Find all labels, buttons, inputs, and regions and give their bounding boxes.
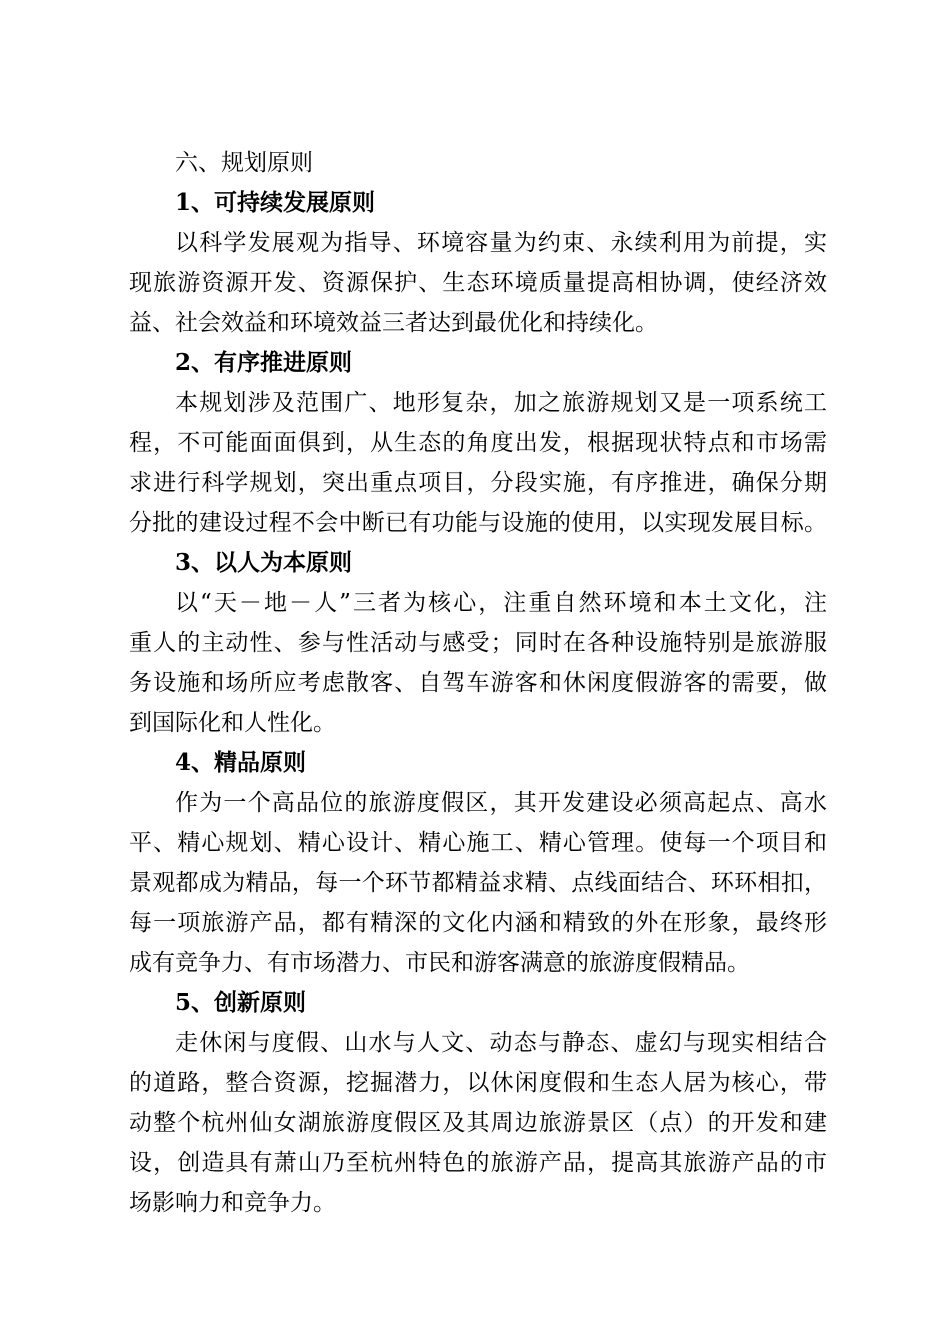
principle-5-line-3: 动整个杭州仙女湖旅游度假区及其周边旅游景区（点）的开发和建 <box>129 1110 827 1136</box>
principle-5-title: 5、创新原则 <box>175 989 307 1016</box>
principle-1-line-3: 益、社会效益和环境效益三者达到最优化和持续化。 <box>129 310 658 336</box>
principle-1-line-2: 现旅游资源开发、资源保护、生态环境质量提高相协调，使经济效 <box>129 270 827 296</box>
principle-4-line-3: 景观都成为精品，每一个环节都精益求精、点线面结合、环环相扣， <box>129 870 827 896</box>
principle-2-title: 2、有序推进原则 <box>175 349 353 376</box>
principle-5-line-4: 设，创造具有萧山乃至杭州特色的旅游产品，提高其旅游产品的市 <box>129 1150 827 1176</box>
principle-5-line-5: 场影响力和竞争力。 <box>129 1190 336 1216</box>
principle-2-line-1: 本规划涉及范围广、地形复杂，加之旅游规划又是一项系统工 <box>175 390 827 416</box>
principle-4-line-5: 成有竞争力、有市场潜力、市民和游客满意的旅游度假精品。 <box>129 950 750 976</box>
principle-4-title: 4、精品原则 <box>175 749 307 776</box>
principle-3-line-2: 重人的主动性、参与性活动与感受；同时在各种设施特别是旅游服 <box>129 630 827 656</box>
principle-3-line-1: 以“天－地－人”三者为核心，注重自然环境和本土文化，注 <box>175 590 827 616</box>
principle-3-line-4: 到国际化和人性化。 <box>129 710 336 736</box>
principle-1-line-1: 以科学发展观为指导、环境容量为约束、永续利用为前提，实 <box>175 230 827 256</box>
section-title: 六、规划原则 <box>175 150 313 176</box>
principle-4-line-4: 每一项旅游产品，都有精深的文化内涵和精致的外在形象，最终形 <box>129 910 827 936</box>
principle-5-line-2: 的道路，整合资源，挖掘潜力，以休闲度假和生态人居为核心，带 <box>129 1070 827 1096</box>
principle-2-line-2: 程，不可能面面俱到，从生态的角度出发，根据现状特点和市场需 <box>129 430 827 456</box>
principle-1-title: 1、可持续发展原则 <box>175 189 376 216</box>
principle-3-title: 3、以人为本原则 <box>175 549 353 576</box>
principle-3-line-3: 务设施和场所应考虑散客、自驾车游客和休闲度假游客的需要，做 <box>129 670 827 696</box>
principle-2-line-4: 分批的建设过程不会中断已有功能与设施的使用，以实现发展目标。 <box>129 510 827 536</box>
principle-4-line-2: 平、精心规划、精心设计、精心施工、精心管理。使每一个项目和 <box>129 830 827 856</box>
principle-4-line-1: 作为一个高品位的旅游度假区，其开发建设必须高起点、高水 <box>175 790 827 816</box>
principle-2-line-3: 求进行科学规划，突出重点项目，分段实施，有序推进，确保分期 <box>129 470 827 496</box>
principle-5-line-1: 走休闲与度假、山水与人文、动态与静态、虚幻与现实相结合 <box>175 1030 827 1056</box>
